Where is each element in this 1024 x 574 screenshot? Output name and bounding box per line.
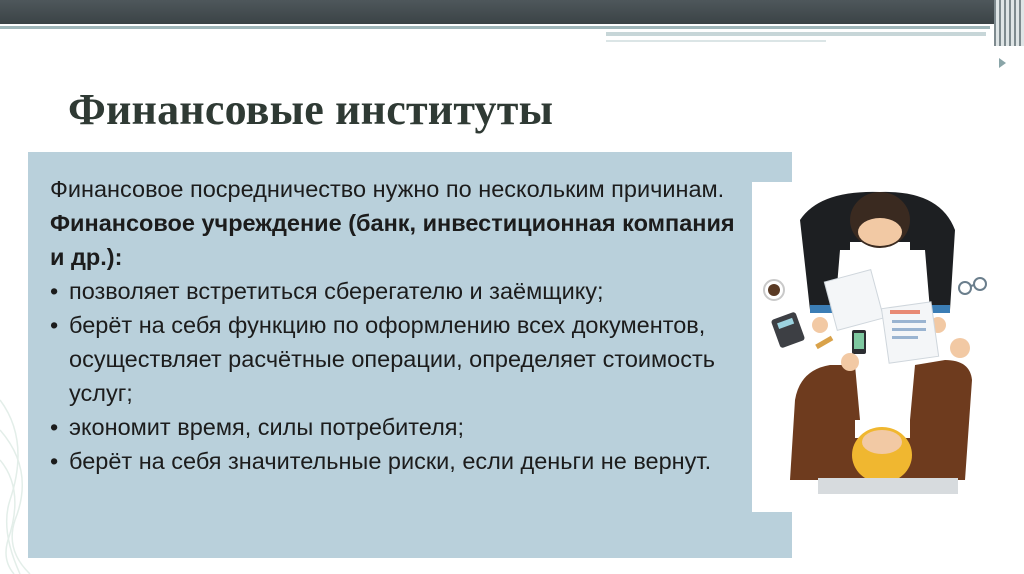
list-item-text: позволяет встретиться сберегателю и заёмщику; <box>69 278 604 304</box>
bullet-marker: • <box>50 448 59 474</box>
list-item-text: берёт на себя функцию по оформлению всех документов, осуществляет расчётные операции, определяет стоимость услуг; <box>69 312 715 406</box>
bullet-list <box>50 274 750 478</box>
bullet-marker: • <box>50 414 59 440</box>
top-accent-stripe-3 <box>606 40 826 42</box>
list-item <box>50 444 750 478</box>
bottom-person <box>790 338 972 494</box>
top-accent-stripe <box>0 26 990 29</box>
documents <box>824 270 938 364</box>
pen-icon <box>815 336 833 349</box>
corner-grip-decoration <box>994 0 1024 46</box>
business-meeting-illustration <box>760 180 1000 500</box>
list-item-text: экономит время, силы потребителя; <box>69 414 465 440</box>
bullet-marker: • <box>50 312 59 338</box>
bullet-marker: • <box>50 278 59 304</box>
list-item-text: берёт на себя значительные риски, если деньги не вернут. <box>69 448 712 474</box>
calculator-icon <box>771 311 806 348</box>
slide-title: Финансовые институты <box>68 85 554 134</box>
slide-body <box>50 172 750 478</box>
glasses-icon <box>959 278 986 294</box>
top-bar <box>0 0 1024 24</box>
list-item <box>50 308 750 410</box>
list-item <box>50 410 750 444</box>
corner-arrow-decoration <box>999 58 1006 68</box>
definition-text: Финансовое учреждение (банк, инвестиционная компания и др.): <box>50 210 735 270</box>
top-accent-stripe-2 <box>606 32 986 36</box>
intro-text: Финансовое посредничество нужно по нескольким причинам. <box>50 176 725 202</box>
list-item <box>50 274 750 308</box>
